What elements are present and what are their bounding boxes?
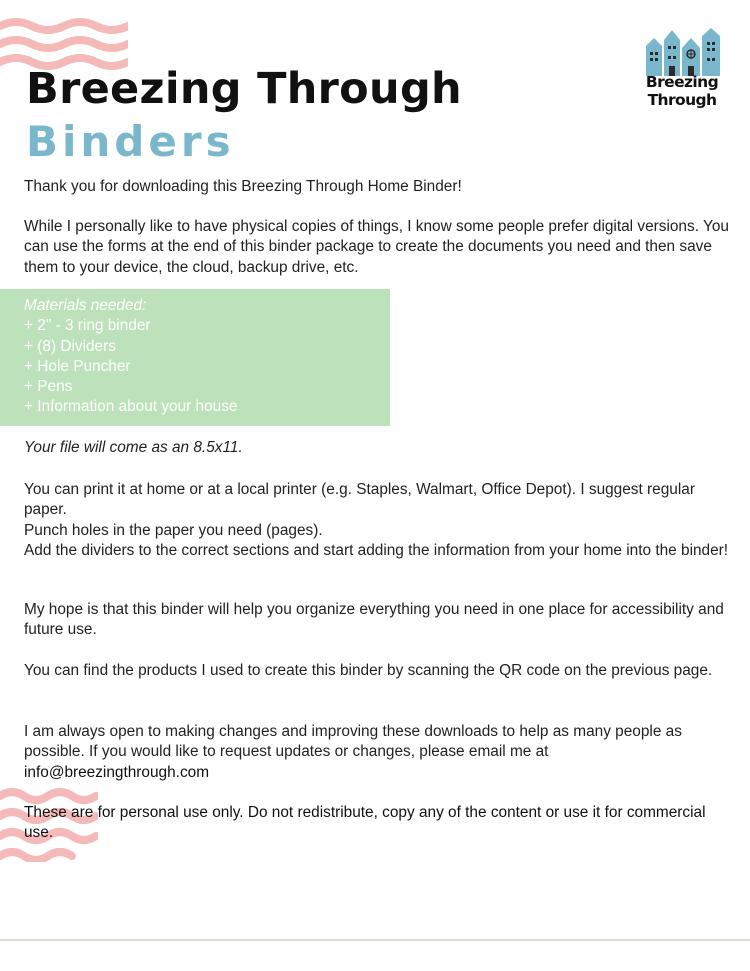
thank-you-paragraph: Thank you for downloading this Breezing Through Home Binder! [24, 178, 462, 195]
feedback-paragraph [24, 722, 730, 783]
page-subtitle: Binders [26, 117, 235, 166]
materials-heading: Materials needed: [24, 297, 147, 314]
contact-email[interactable]: info@breezingthrough.com [24, 763, 210, 781]
materials-item: + Hole Puncher [24, 357, 131, 375]
personal-use-notice: These are for personal use only. Do not redistribute, copy any of the content or use it for commercial use. [24, 804, 706, 842]
houses-icon [644, 26, 722, 76]
file-format-note: Your file will come as an 8.5x11. [24, 439, 243, 456]
printing-instructions [24, 480, 730, 561]
footer-divider [0, 939, 750, 941]
print-instruction-line: Add the dividers to the correct sections and start adding the information from your home into the binder! [24, 541, 729, 559]
materials-item: + 2" - 3 ring binder [24, 317, 151, 335]
logo-text-line2: Through [647, 91, 717, 109]
digital-versions-paragraph: While I personally like to have physical copies of things, I know some people prefer digital versions. You can use the forms at the end of this binder package to create the documents you need and then save them to your device, the cloud, backup drive, etc. [24, 218, 729, 276]
materials-item: + Pens [24, 378, 73, 396]
feedback-text: I am always open to making changes and improving these downloads to help as many people as possible. If you would like to request updates or changes, please email me at [24, 723, 682, 761]
materials-box [0, 289, 390, 426]
brand-logo [640, 26, 726, 120]
materials-item: + (8) Dividers [24, 337, 116, 355]
products-paragraph: You can find the products I used to create this binder by scanning the QR code on the previous page. [24, 662, 713, 679]
page-title: Breezing Through [26, 64, 462, 114]
hope-paragraph: My hope is that this binder will help you organize everything you need in one place for accessibility and future use. [24, 601, 724, 639]
print-instruction-line: You can print it at home or at a local printer (e.g. Staples, Walmart, Office Depot). I suggest regular paper. [24, 481, 695, 519]
materials-item: + Information about your house [24, 398, 238, 416]
print-instruction-line: Punch holes in the paper you need (pages). [24, 521, 323, 539]
logo-text-line1: Breezing [645, 73, 719, 91]
